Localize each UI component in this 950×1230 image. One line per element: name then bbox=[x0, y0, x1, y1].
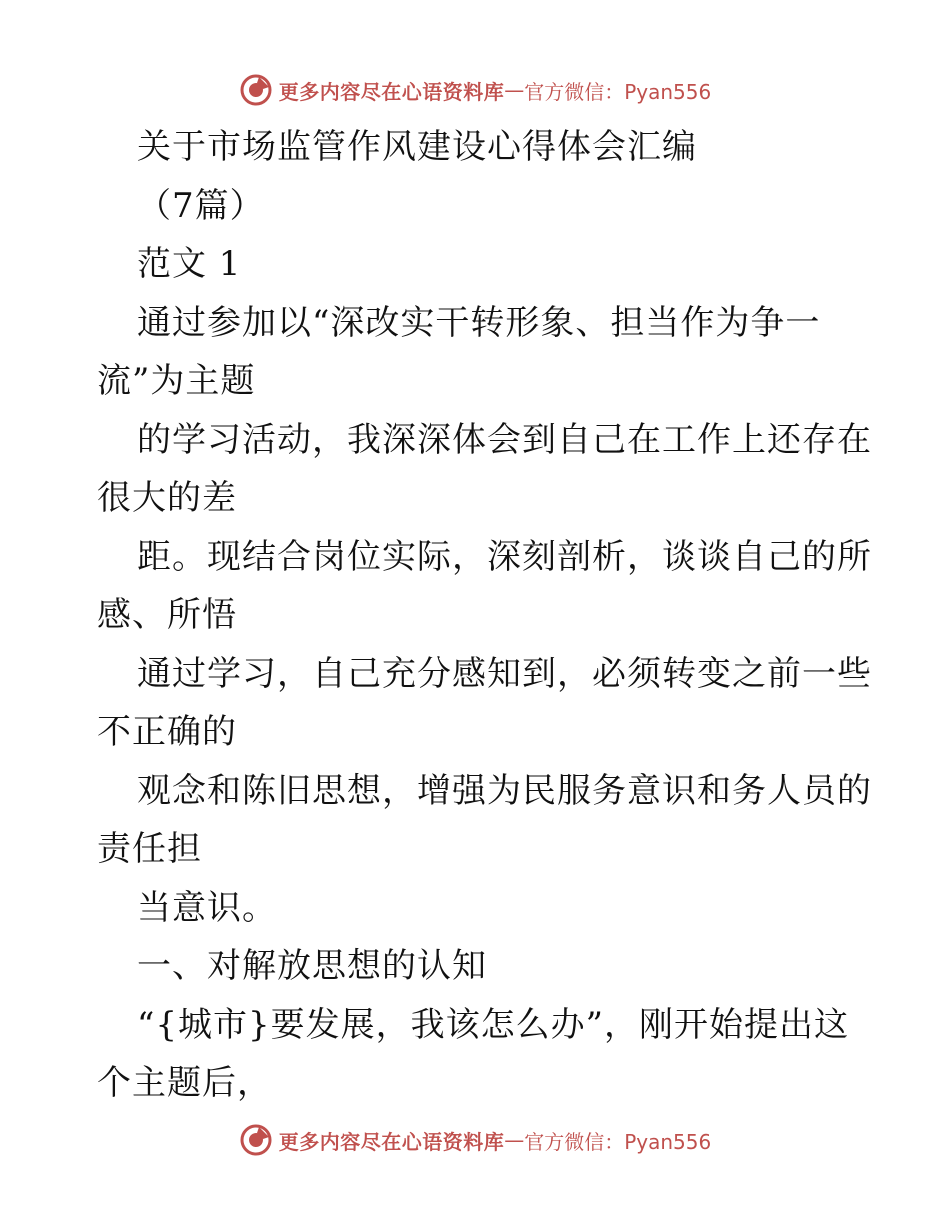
banner-wechat: 官方微信：Pyan556 bbox=[524, 79, 712, 104]
paragraph-line: 责任担 bbox=[97, 829, 202, 869]
paragraph-line: 距。现结合岗位实际，深刻剖析，谈谈自己的所 bbox=[137, 536, 872, 577]
header-banner bbox=[0, 70, 950, 110]
paragraph-line: 感、所悟 bbox=[97, 595, 237, 635]
paragraph-line: 很大的差 bbox=[97, 478, 237, 518]
paragraph-line: 通过参加以“深改实干转形象、担当作为争一 bbox=[137, 302, 821, 343]
paragraph-line: 的学习活动，我深深体会到自己在工作上还存在 bbox=[137, 419, 872, 460]
banner-separator: — bbox=[504, 1128, 525, 1152]
document-subtitle: （7篇） bbox=[137, 185, 265, 226]
section-heading: 范文 1 bbox=[137, 244, 242, 284]
paragraph-line: “{城市}要发展，我该怎么办”，刚开始提出这 bbox=[137, 1004, 850, 1045]
banner-title: 更多内容尽在心语资料库 bbox=[278, 1129, 505, 1154]
paragraph-line: 流”为主题 bbox=[97, 361, 256, 401]
paragraph-line: 个主题后， bbox=[97, 1063, 272, 1103]
document-title: 关于市场监管作风建设心得体会汇编 bbox=[137, 127, 697, 167]
paragraph-line: 观念和陈旧思想，增强为民服务意识和务人员的 bbox=[137, 770, 872, 811]
brand-logo-icon bbox=[239, 73, 273, 107]
paragraph-line: 通过学习，自己充分感知到，必须转变之前一些 bbox=[137, 653, 872, 694]
paragraph-line: 当意识。 bbox=[137, 887, 277, 928]
section-heading: 一、对解放思想的认知 bbox=[137, 946, 487, 986]
document-body bbox=[97, 118, 872, 1113]
footer-banner bbox=[0, 1120, 950, 1160]
brand-logo-icon bbox=[239, 1123, 273, 1157]
banner-wechat: 官方微信：Pyan556 bbox=[524, 1129, 712, 1154]
banner-title: 更多内容尽在心语资料库 bbox=[278, 79, 505, 104]
paragraph-line: 不正确的 bbox=[97, 712, 237, 752]
banner-separator: — bbox=[504, 78, 525, 102]
